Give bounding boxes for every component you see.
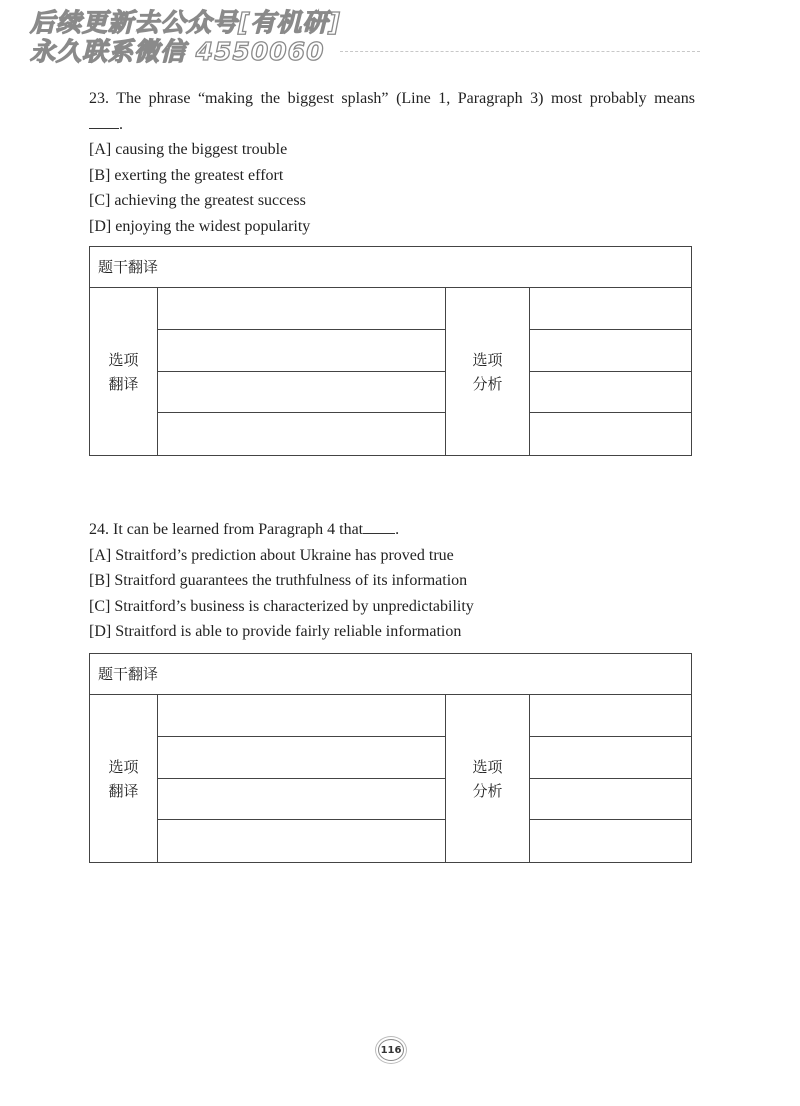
- option-a: [A] causing the biggest trouble: [89, 141, 288, 158]
- label-line-2: 分析: [472, 781, 503, 800]
- table-header: 题干翻译: [90, 654, 691, 695]
- table-body: [90, 288, 691, 455]
- header-divider: [340, 51, 700, 52]
- option-d: [D] enjoying the widest popularity: [89, 217, 311, 235]
- writing-cell[interactable]: [529, 413, 691, 455]
- label-line-2: 分析: [472, 374, 503, 393]
- answer-blank-line: [89, 112, 695, 138]
- writing-cell[interactable]: [158, 737, 445, 779]
- question-stem: 23. The phrase “making the biggest splash” (Line 1, Paragraph 3) most probably means: [89, 90, 695, 107]
- page-number-badge: 116: [378, 1039, 404, 1061]
- label-line-1: 选项: [472, 350, 503, 369]
- writing-cell[interactable]: [158, 330, 445, 372]
- label-line-1: 选项: [108, 350, 139, 369]
- label-line-1: 选项: [472, 757, 503, 776]
- writing-cell[interactable]: [158, 413, 445, 455]
- option-analysis-column: [529, 288, 691, 455]
- watermark-line-1: 后续更新去公众号[有机研]: [30, 8, 341, 37]
- label-line-1: 选项: [108, 757, 139, 776]
- option-a: [A] Straitford’s prediction about Ukraine has proved true: [89, 546, 454, 564]
- stem-tail: .: [395, 521, 400, 538]
- option-translation-column: [158, 288, 445, 455]
- watermark: [30, 8, 341, 66]
- analysis-table-23: [89, 246, 692, 456]
- analysis-table-24: [89, 653, 692, 863]
- writing-cell[interactable]: [158, 779, 445, 821]
- option-c: [C] Straitford’s business is characterized by unpredictability: [89, 597, 474, 615]
- option-analysis-label: [445, 695, 530, 862]
- option-analysis-label: [445, 288, 530, 455]
- option-c: [C] achieving the greatest success: [89, 192, 306, 209]
- label-line-2: 翻译: [108, 374, 139, 393]
- question-24: [89, 517, 695, 645]
- table-body: [90, 695, 691, 862]
- writing-cell[interactable]: [529, 779, 691, 821]
- stem-tail: .: [119, 115, 123, 133]
- writing-cell[interactable]: [158, 820, 445, 862]
- option-translation-label: [90, 288, 158, 455]
- question-stem: 24. It can be learned from Paragraph 4 that: [89, 521, 364, 538]
- option-translation-column: [158, 695, 445, 862]
- option-b: [B] exerting the greatest effort: [89, 166, 284, 184]
- table-header: 题干翻译: [90, 247, 691, 288]
- answer-blank: [363, 519, 395, 534]
- page-number: [377, 1038, 405, 1062]
- watermark-line-2: 永久联系微信 4550060: [30, 37, 325, 66]
- answer-blank: [89, 114, 119, 129]
- writing-cell[interactable]: [529, 737, 691, 779]
- question-stem-line: [89, 517, 695, 543]
- option-b: [B] Straitford guarantees the truthfulness of its information: [89, 572, 468, 589]
- writing-cell[interactable]: [529, 330, 691, 372]
- writing-cell[interactable]: [529, 288, 691, 330]
- option-d: [D] Straitford is able to provide fairly reliable information: [89, 623, 462, 640]
- writing-cell[interactable]: [158, 288, 445, 330]
- writing-cell[interactable]: [529, 695, 691, 737]
- label-line-2: 翻译: [108, 781, 139, 800]
- writing-cell[interactable]: [529, 820, 691, 862]
- question-23: [89, 86, 695, 239]
- writing-cell[interactable]: [158, 695, 445, 737]
- option-translation-label: [90, 695, 158, 862]
- writing-cell[interactable]: [529, 372, 691, 414]
- option-analysis-column: [529, 695, 691, 862]
- writing-cell[interactable]: [158, 372, 445, 414]
